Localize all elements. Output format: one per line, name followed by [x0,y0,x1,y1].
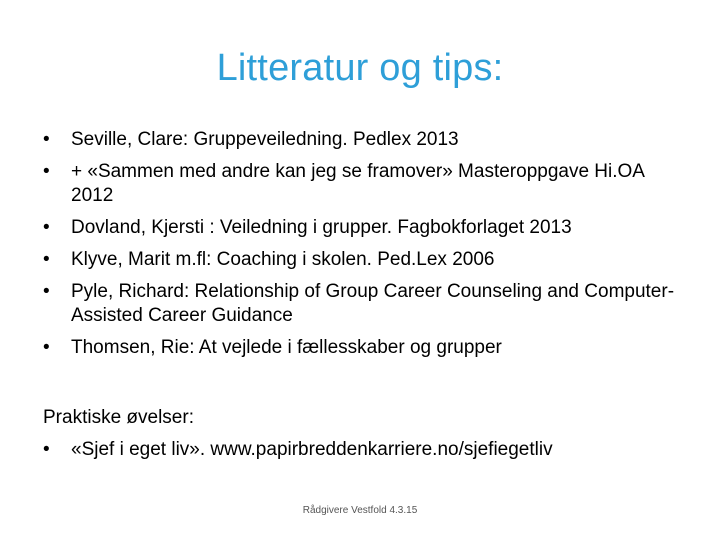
bullet-icon: • [43,281,50,302]
literature-entry: Pyle, Richard: Relationship of Group Career Counseling and Computer-Assisted Career Guidance [71,281,675,326]
slide-title: Litteratur og tips: [216,47,504,89]
literature-entry: Dovland, Kjersti : Veiledning i grupper. Fagbokforlaget 2013 [71,217,572,238]
list-item [43,280,683,328]
list-item [43,434,693,466]
practice-entry: «Sjef i eget liv». www.papirbreddenkarriere.no/sjefiegetliv [71,439,553,460]
bullet-icon: • [43,249,50,270]
literature-list [43,128,683,368]
practice-heading: Praktiske øvelser: [43,407,194,428]
practice-section [43,402,693,466]
bullet-icon: • [43,439,50,460]
list-item [43,160,683,208]
list-item [43,336,683,360]
bullet-icon: • [43,129,50,150]
bullet-icon: • [43,161,50,182]
bullet-icon: • [43,337,50,358]
list-item [43,128,683,152]
bullet-icon: • [43,217,50,238]
literature-entry: Thomsen, Rie: At vejlede i fællesskaber og grupper [71,337,502,358]
literature-entry: Seville, Clare: Gruppeveiledning. Pedlex 2013 [71,129,459,150]
list-item [43,248,683,272]
slide-footer: Rådgivere Vestfold 4.3.15 [302,505,418,516]
list-item [43,216,683,240]
literature-entry: + «Sammen med andre kan jeg se framover» Masteroppgave Hi.OA 2012 [71,161,644,206]
literature-entry: Klyve, Marit m.fl: Coaching i skolen. Ped.Lex 2006 [71,249,495,270]
